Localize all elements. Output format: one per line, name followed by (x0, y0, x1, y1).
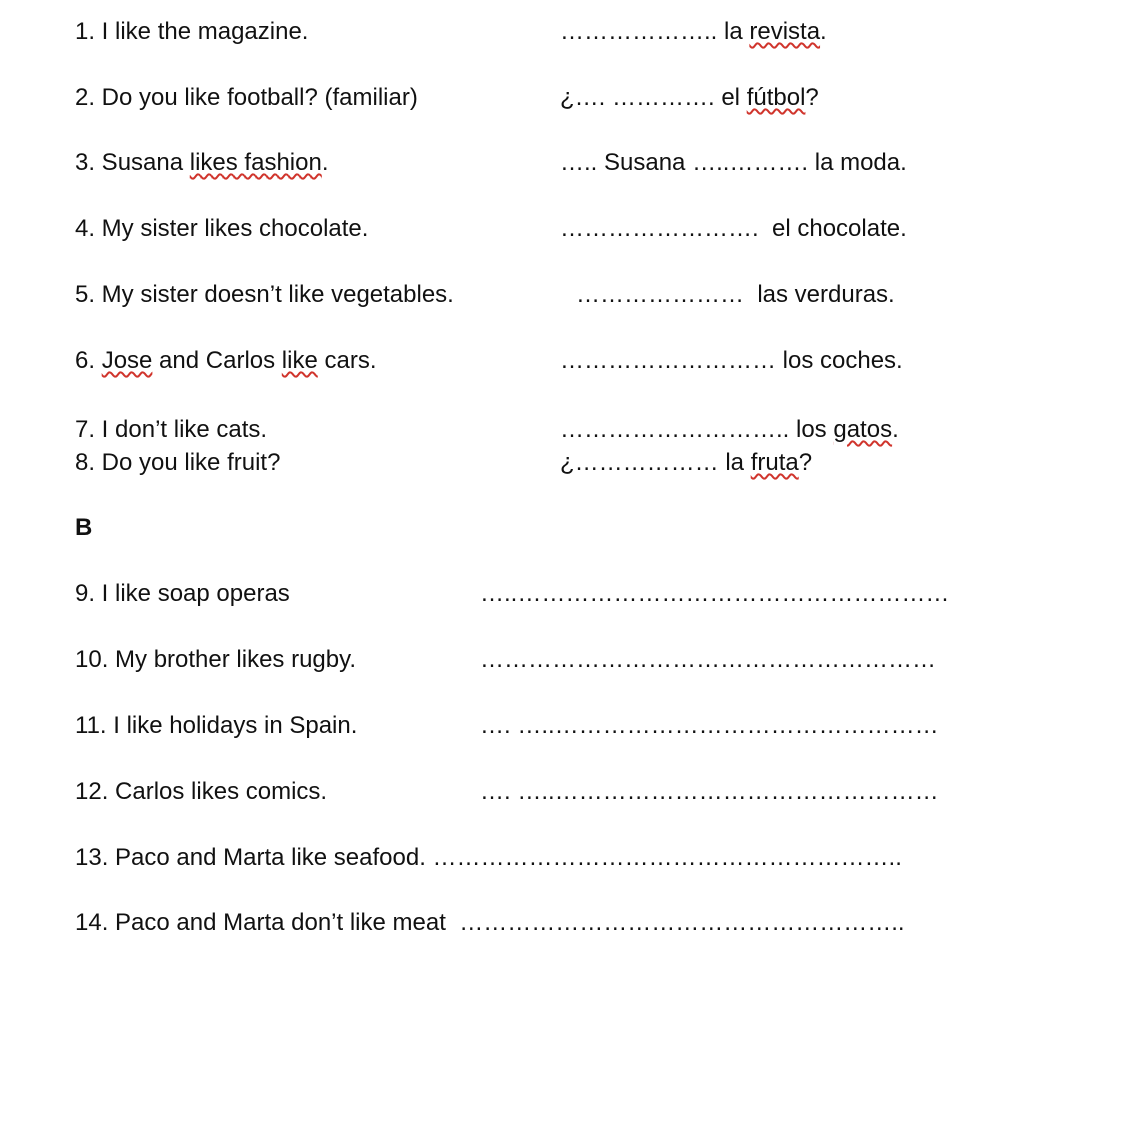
answer-7-blank: ……………………….. los (560, 416, 834, 443)
spellcheck-word: revista (749, 18, 821, 45)
spellcheck-word: gatos (833, 416, 893, 443)
question-9: 9. I like soap operas (75, 580, 290, 607)
question-11: 11. I like holidays in Spain. (75, 712, 358, 739)
question-10: 10. My brother likes rugby. (75, 646, 357, 673)
question-3 (75, 148, 329, 178)
answer-9: …..……………………………………………… (480, 580, 950, 607)
answer-11: …. …..………………………………………… (480, 712, 939, 739)
question-1: 1. I like the magazine. (75, 18, 309, 45)
answer-8-blank: ¿……………… la (560, 449, 751, 476)
question-13: 13. Paco and Marta like seafood. ………………………………………………….. (75, 844, 902, 871)
answer-2 (560, 83, 819, 113)
answer-1 (560, 17, 827, 47)
answer-7-punct: . (892, 416, 899, 443)
spellcheck-word: fútbol (746, 84, 806, 111)
answer-12: …. …..………………………………………… (480, 778, 939, 805)
answer-5: ………………… las verduras. (576, 281, 895, 308)
question-12: 12. Carlos likes comics. (75, 778, 328, 805)
answer-1-punct: . (820, 18, 827, 45)
answer-8-punct: ? (798, 449, 813, 476)
spellcheck-word: like (281, 347, 318, 374)
question-8: 8. Do you like fruit? (75, 449, 281, 476)
answer-2-blank: ¿…. …………. el (560, 84, 747, 111)
answer-1-blank: ……………….. la (560, 18, 750, 45)
question-3-punct: . (321, 149, 329, 176)
question-7: 7. I don’t like cats. (75, 416, 268, 443)
question-6-text: and Carlos (152, 347, 282, 374)
spellcheck-word: Jose (101, 347, 153, 374)
question-6 (75, 346, 377, 376)
answer-6: ……………………… los coches. (560, 347, 903, 374)
answer-3: ….. Susana …..………. la moda. (560, 149, 907, 176)
question-14: 14. Paco and Marta don’t like meat ……………………………………………….. (75, 909, 905, 936)
question-3-text: 3. Susana (75, 149, 190, 176)
answer-8 (560, 448, 812, 478)
question-6-end: cars. (317, 347, 377, 374)
question-6-number: 6. (75, 347, 102, 374)
question-4: 4. My sister likes chocolate. (75, 215, 369, 242)
answer-10: ………………………………………………… (480, 646, 936, 673)
spellcheck-word: likes fashion (189, 149, 322, 176)
answer-4: ……………………. el chocolate. (560, 215, 907, 242)
spellcheck-word: fruta (750, 449, 799, 476)
answer-7 (560, 415, 899, 445)
answer-2-punct: ? (805, 84, 819, 111)
question-5: 5. My sister doesn’t like vegetables. (75, 281, 454, 308)
question-2: 2. Do you like football? (familiar) (75, 84, 418, 111)
section-b-heading: B (75, 514, 93, 541)
